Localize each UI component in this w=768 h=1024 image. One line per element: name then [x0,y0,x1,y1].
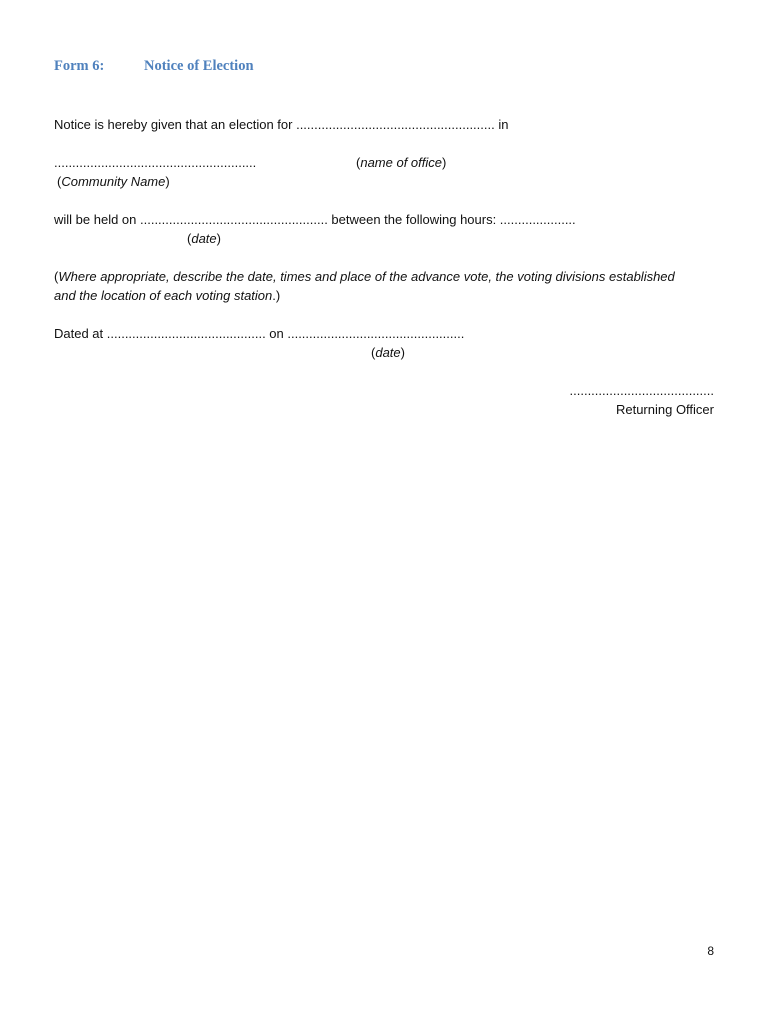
name-of-office-hint: (name of office) [356,155,447,170]
signature-blank: ........................................ [569,383,714,398]
form-title: Notice of Election [144,58,254,74]
dated-at-line: Dated at ............................................ on ................................................. [54,326,465,341]
date-hint: (date) [371,345,405,360]
page-number: 8 [707,944,714,958]
instruction-note-line-2: and the location of each voting station.) [54,288,281,303]
signatory-title: Returning Officer [615,402,714,417]
held-on-line: will be held on .................................................... between the following hours: ..................... [54,212,576,227]
form-number: Form 6: [54,58,105,74]
instruction-note-line-1: (Where appropriate, describe the date, times and place of the advance vote, the voting divisions established [54,269,675,284]
community-name-hint: (Community Name) [57,174,170,189]
date-hint: (date) [187,231,221,246]
notice-line: Notice is hereby given that an election for ....................................................... in [54,117,509,132]
office-blank: ........................................................ [54,155,257,170]
